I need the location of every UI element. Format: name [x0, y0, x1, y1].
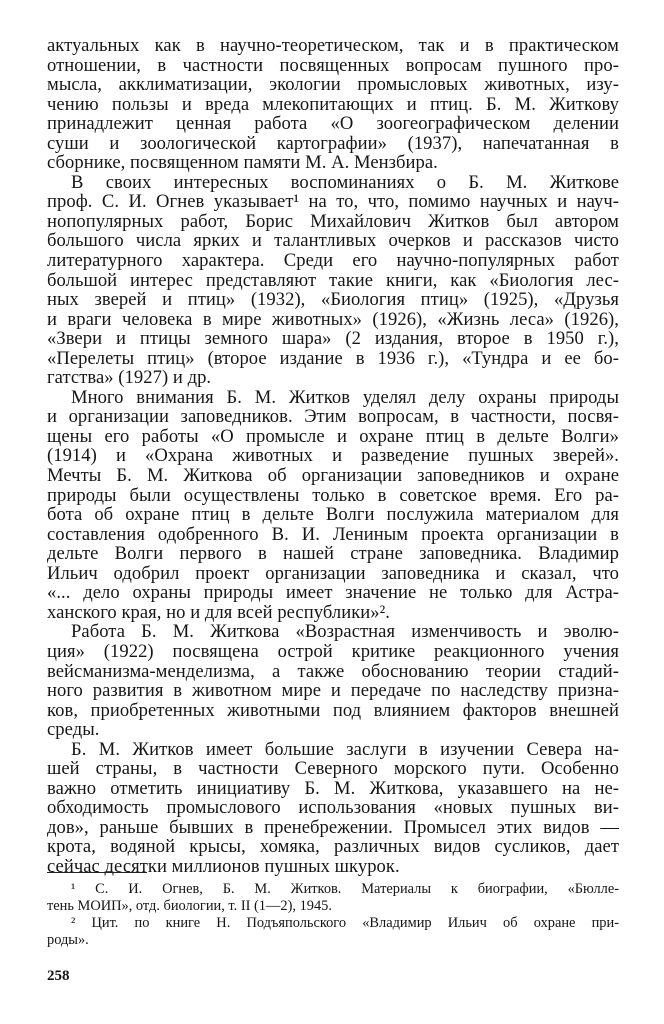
text-line: дов», раньше бывших в пренебрежении. Промысел этих видов —	[47, 816, 619, 838]
text-line: «Перелеты птиц» (второе издание в 1936 г.), «Тундра и ее бо-	[47, 347, 619, 369]
text-line: отношении, в частности посвященных вопросам пушного про-	[47, 54, 619, 76]
paragraph-start-line: Б. М. Житков имеет большие заслуги в изучении Севера на-	[71, 738, 619, 760]
text-line: сейчас десятки миллионов пушных шкурок.	[47, 855, 400, 877]
text-line: среды.	[47, 719, 100, 741]
text-line: бота об охране птиц в дельте Волги послужила материалом для	[47, 504, 619, 526]
text-line: дельте Волги первого в нашей стране заповедника. Владимир	[47, 543, 619, 565]
text-line: чению пользы и вреда млекопитающих и птиц. Б. М. Житкову	[47, 93, 619, 115]
text-line: щены его работы «О промысле и охране птиц в дельте Волги»	[47, 425, 619, 447]
text-line: и организации заповедников. Этим вопросам, в частности, посвя-	[47, 406, 619, 428]
footnote-line: ² Цит. по книге Н. Подъяпольского «Владимир Ильич об охране при-	[71, 915, 619, 931]
text-line: суши и зоологической картографии» (1937), напечатанная в	[47, 132, 619, 154]
text-line: ного развития в животном мире и передаче по наследству призна-	[47, 680, 619, 702]
text-line: и враги человека в мире животных» (1926), «Жизнь леса» (1926),	[47, 308, 619, 330]
text-line: принадлежит ценная работа «О зоогеографическом делении	[47, 113, 619, 135]
text-line: литературного характера. Среди его научно-популярных работ	[47, 250, 619, 272]
footnote-line: тень МОИП», отд. биологии, т. II (1—2), 1945.	[47, 898, 332, 914]
text-line: ция» (1922) посвящена острой критике реакционного учения	[47, 640, 619, 662]
text-line: природы были осуществлены только в советское время. Его ра-	[47, 484, 619, 506]
text-line: Мечты Б. М. Житкова об организации заповедников и охране	[47, 465, 619, 487]
text-line: ков, приобретенных животными под влиянием факторов внешней	[47, 699, 619, 721]
paragraph-start-line: Много внимания Б. М. Житков уделял делу охраны природы	[71, 386, 619, 408]
paragraph-start-line: В своих интересных воспоминаниях о Б. М. Житкове	[71, 171, 619, 193]
text-line: актуальных как в научно-теоретическом, так и в практическом	[47, 35, 619, 56]
text-line: «Звери и птицы земного шара» (2 издания, второе в 1950 г.),	[47, 328, 619, 350]
text-line: ных зверей и птиц» (1932), «Биология птиц» (1925), «Друзья	[47, 289, 619, 311]
text-line: Ильич одобрил проект организации заповедника и сказал, что	[47, 562, 619, 584]
footnote-line: ¹ С. И. Огнев, Б. М. Житков. Материалы к биографии, «Бюлле-	[71, 881, 619, 897]
text-line: (1914) и «Охрана животных и разведение пушных зверей».	[47, 445, 619, 467]
page-body-text	[47, 36, 619, 877]
text-line: крота, водяной крысы, хомяка, различных видов сусликов, дает	[47, 836, 619, 858]
text-line: мысла, акклиматизации, экологии промысловых животных, изу-	[47, 74, 619, 96]
paragraph-start-line: Работа Б. М. Житкова «Возрастная изменчивость и эволю-	[71, 621, 619, 643]
text-line: шей страны, в частности Северного морского пути. Особенно	[47, 758, 619, 780]
text-line: ханского края, но и для всей республики»².	[47, 601, 390, 623]
text-line: сборнике, посвященном памяти М. А. Мензбира.	[47, 152, 438, 174]
text-line: гатства» (1927) и др.	[47, 367, 212, 389]
text-line: проф. С. И. Огнев указывает¹ на то, что, помимо научных и науч-	[47, 191, 619, 213]
text-line: составления одобренного В. И. Лениным проекта организации в	[47, 523, 619, 545]
footnote-line: роды».	[47, 932, 89, 948]
text-line: вейсманизма-менделизма, а также обоснованию теории стадий-	[47, 660, 619, 682]
text-line: нопопулярных работ, Борис Михайлович Житков был автором	[47, 210, 619, 232]
text-line: большого числа ярких и талантливых очерков и рассказов чисто	[47, 230, 619, 252]
text-line: большой интерес представляют такие книги, как «Биология лес-	[47, 269, 619, 291]
footnotes	[47, 881, 619, 949]
text-line: «... дело охраны природы имеет значение не только для Астра-	[47, 582, 619, 604]
footnote-separator	[47, 872, 147, 873]
text-line: обходимость промыслового использования «новых пушных ви-	[47, 797, 619, 819]
text-line: важно отметить инициативу Б. М. Житкова, указавшего на не-	[47, 777, 619, 799]
page-number: 258	[47, 968, 70, 984]
